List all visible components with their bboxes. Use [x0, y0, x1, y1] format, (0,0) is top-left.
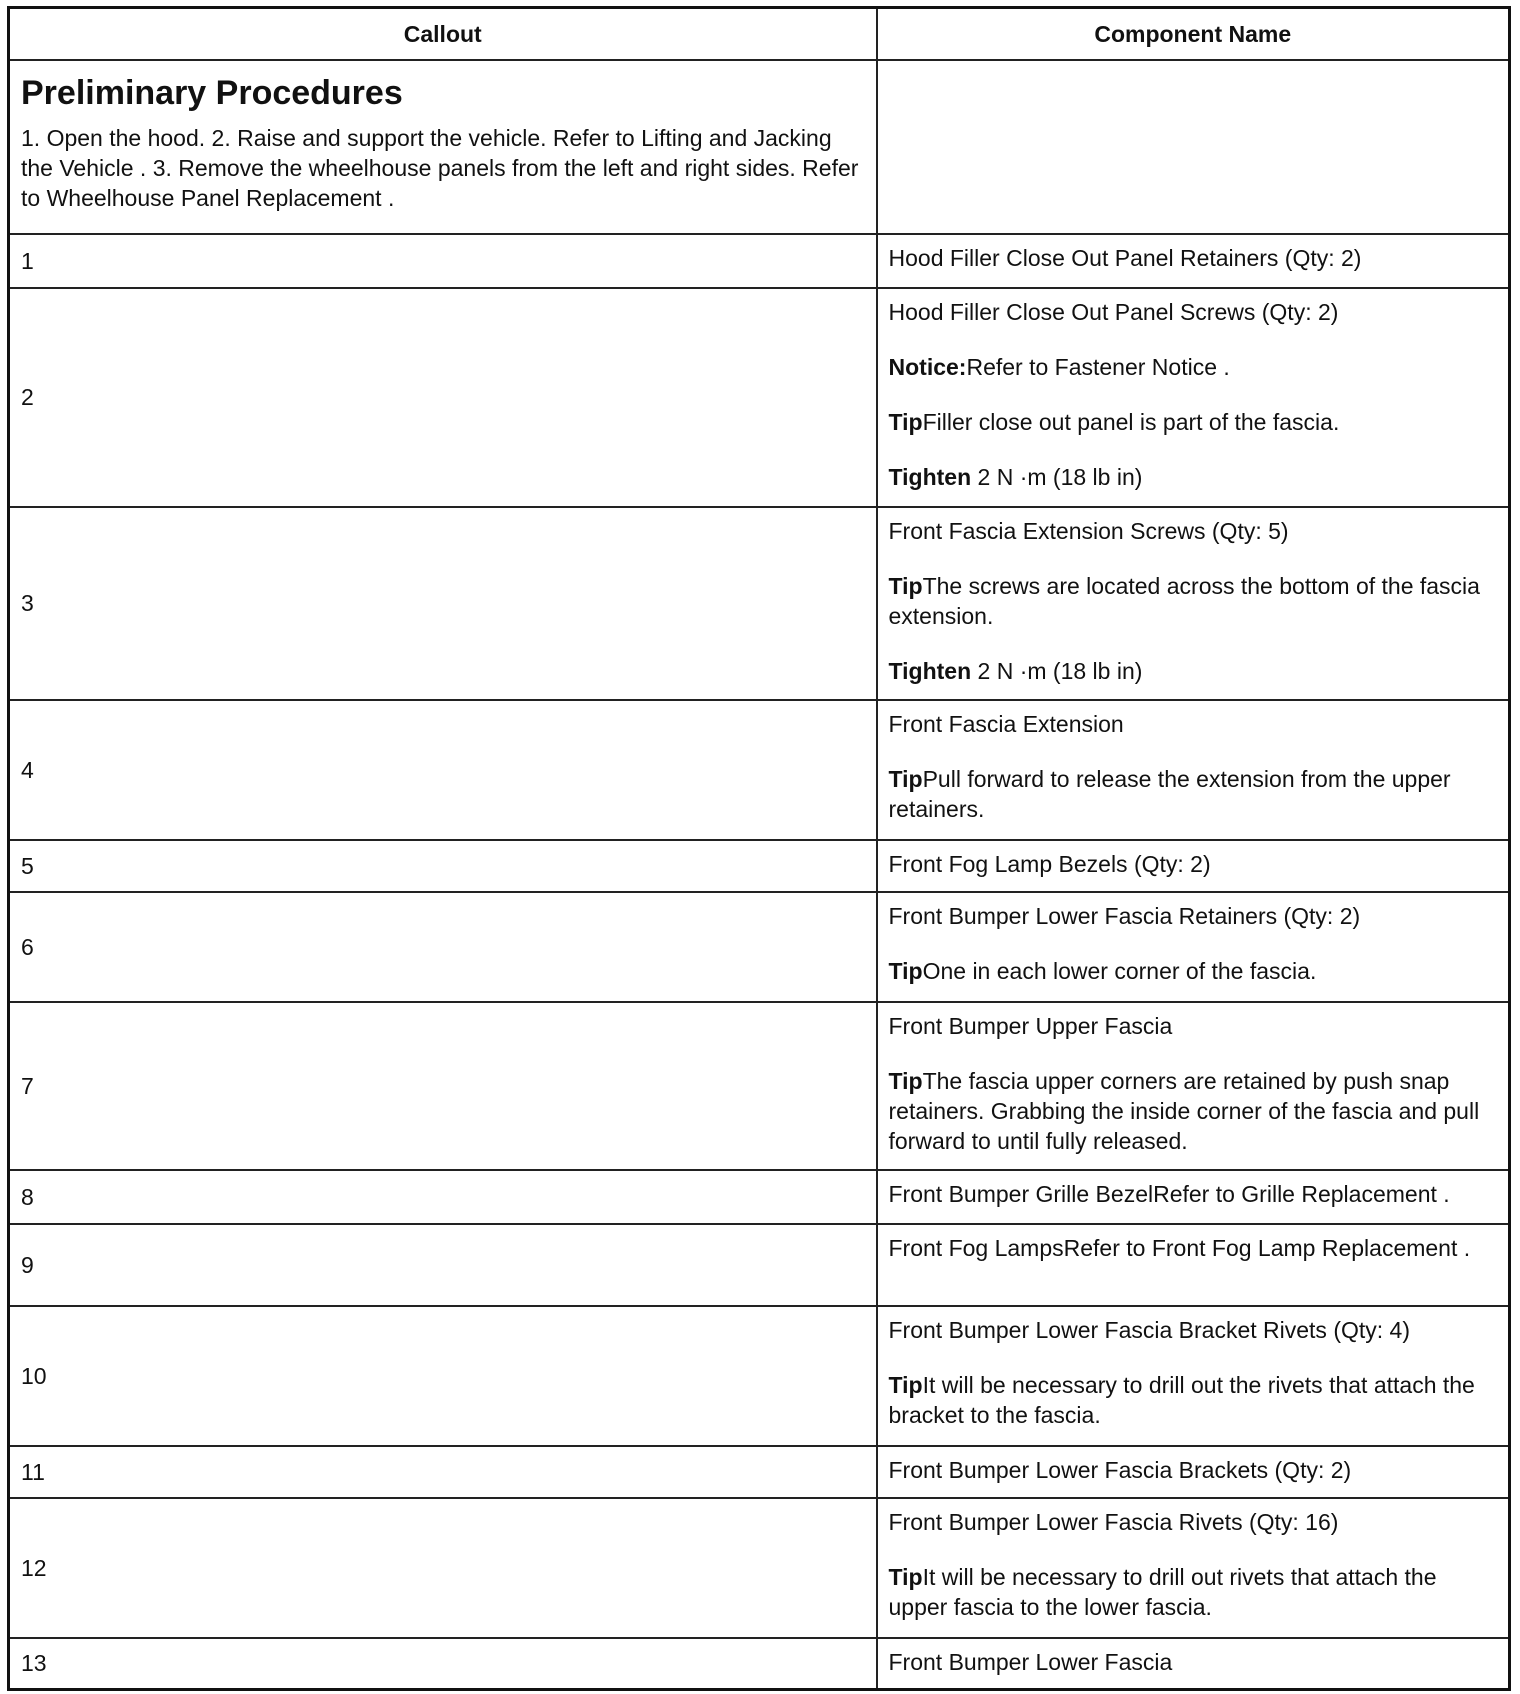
component-cell	[877, 840, 1510, 892]
tip-text: It will be necessary to drill out rivets that attach the upper fascia to the lower fascia.	[888, 1563, 1437, 1620]
component-name: Hood Filler Close Out Panel Retainers (Qty: 2)	[888, 244, 1362, 271]
table-row	[9, 1002, 1510, 1170]
component-cell	[877, 1498, 1510, 1638]
component-cell	[877, 1224, 1510, 1306]
tip-label: Tip	[888, 408, 923, 435]
table-row	[9, 1224, 1510, 1306]
callout-number: 7	[9, 1002, 877, 1170]
component-cell	[877, 1306, 1510, 1446]
preliminary-text: 1. Open the hood. 2. Raise and support the vehicle. Refer to Lifting and Jacking the Vehicle . 3. Remove the wheelhouse panels from the left and right sides. Refer to Wheelhouse Panel Replacement .	[21, 124, 859, 211]
component-cell	[877, 892, 1510, 1002]
tip-label: Tip	[888, 1563, 923, 1590]
notice-line	[889, 352, 1499, 382]
component-cell	[877, 1170, 1510, 1224]
callout-number: 3	[9, 507, 877, 700]
table-row	[9, 507, 1510, 700]
tip-label: Tip	[888, 765, 923, 792]
component-cell	[877, 288, 1510, 507]
callout-number: 9	[9, 1224, 877, 1306]
tip-label: Tip	[888, 1371, 923, 1398]
component-cell	[877, 507, 1510, 700]
component-cell	[877, 700, 1510, 840]
table-row	[9, 1498, 1510, 1638]
table-row	[9, 840, 1510, 892]
component-name: Front Fog Lamp Bezels (Qty: 2)	[888, 850, 1211, 877]
callout-number: 4	[9, 700, 877, 840]
tip-label: Tip	[888, 572, 923, 599]
tip-line	[889, 956, 1499, 986]
component-name: Front Bumper Upper Fascia	[888, 1012, 1173, 1039]
tip-line	[889, 1562, 1499, 1622]
tighten-text: 2 N ·m (18 lb in)	[971, 463, 1143, 490]
tighten-line	[889, 656, 1499, 686]
callout-number: 8	[9, 1170, 877, 1224]
tip-text: The fascia upper corners are retained by push snap retainers. Grabbing the inside corner of the fascia and pull forward to until fully released.	[888, 1067, 1480, 1154]
tip-line	[889, 764, 1499, 824]
component-name: Front Bumper Lower Fascia Brackets (Qty: 2)	[888, 1456, 1352, 1483]
table-row	[9, 1170, 1510, 1224]
table-header-row	[9, 8, 1510, 60]
tip-label: Tip	[888, 957, 923, 984]
tip-line	[889, 571, 1499, 631]
callout-number: 12	[9, 1498, 877, 1638]
component-name: Front Fascia Extension	[888, 710, 1124, 737]
header-callout: Callout	[9, 8, 877, 60]
component-name: Hood Filler Close Out Panel Screws (Qty: 2)	[888, 298, 1339, 325]
preliminary-cell	[9, 60, 877, 234]
component-cell	[877, 1638, 1510, 1690]
table-row	[9, 700, 1510, 840]
component-name: Front Fog LampsRefer to Front Fog Lamp Replacement .	[888, 1234, 1471, 1261]
preliminary-empty-cell	[877, 60, 1510, 234]
callout-number: 5	[9, 840, 877, 892]
notice-text: Refer to Fastener Notice .	[966, 353, 1230, 380]
callout-number: 13	[9, 1638, 877, 1690]
tip-label: Tip	[888, 1067, 923, 1094]
component-cell	[877, 234, 1510, 288]
preliminary-title: Preliminary Procedures	[21, 73, 403, 112]
table-row	[9, 892, 1510, 1002]
table-row	[9, 1446, 1510, 1498]
component-name: Front Bumper Lower Fascia	[888, 1648, 1173, 1675]
component-name: Front Bumper Lower Fascia Rivets (Qty: 16)	[888, 1508, 1339, 1535]
tip-text: It will be necessary to drill out the rivets that attach the bracket to the fascia.	[888, 1371, 1475, 1428]
component-name: Front Fascia Extension Screws (Qty: 5)	[888, 517, 1289, 544]
tip-text: Pull forward to release the extension from the upper retainers.	[888, 765, 1451, 822]
component-name: Front Bumper Lower Fascia Bracket Rivets (Qty: 4)	[888, 1316, 1410, 1343]
notice-label: Notice:	[888, 353, 967, 380]
component-cell	[877, 1446, 1510, 1498]
preliminary-row	[9, 60, 1510, 234]
tighten-label: Tighten	[888, 463, 972, 490]
tip-line	[889, 1370, 1499, 1430]
callout-number: 1	[9, 234, 877, 288]
tighten-line	[889, 462, 1499, 492]
tip-line	[889, 407, 1499, 437]
tighten-label: Tighten	[888, 657, 972, 684]
tip-text: Filler close out panel is part of the fascia.	[922, 408, 1340, 435]
table-row	[9, 1638, 1510, 1690]
table-row	[9, 288, 1510, 507]
tip-text: The screws are located across the bottom of the fascia extension.	[888, 572, 1480, 629]
component-name: Front Bumper Grille BezelRefer to Grille Replacement .	[888, 1180, 1450, 1207]
callout-number: 6	[9, 892, 877, 1002]
header-component-name: Component Name	[877, 8, 1510, 60]
tighten-text: 2 N ·m (18 lb in)	[971, 657, 1143, 684]
tip-line	[889, 1066, 1499, 1156]
callout-table	[7, 6, 1511, 1691]
callout-number: 11	[9, 1446, 877, 1498]
component-cell	[877, 1002, 1510, 1170]
component-name: Front Bumper Lower Fascia Retainers (Qty: 2)	[888, 902, 1361, 929]
callout-number: 2	[9, 288, 877, 507]
callout-number: 10	[9, 1306, 877, 1446]
table-row	[9, 1306, 1510, 1446]
tip-text: One in each lower corner of the fascia.	[922, 957, 1317, 984]
table-row	[9, 234, 1510, 288]
